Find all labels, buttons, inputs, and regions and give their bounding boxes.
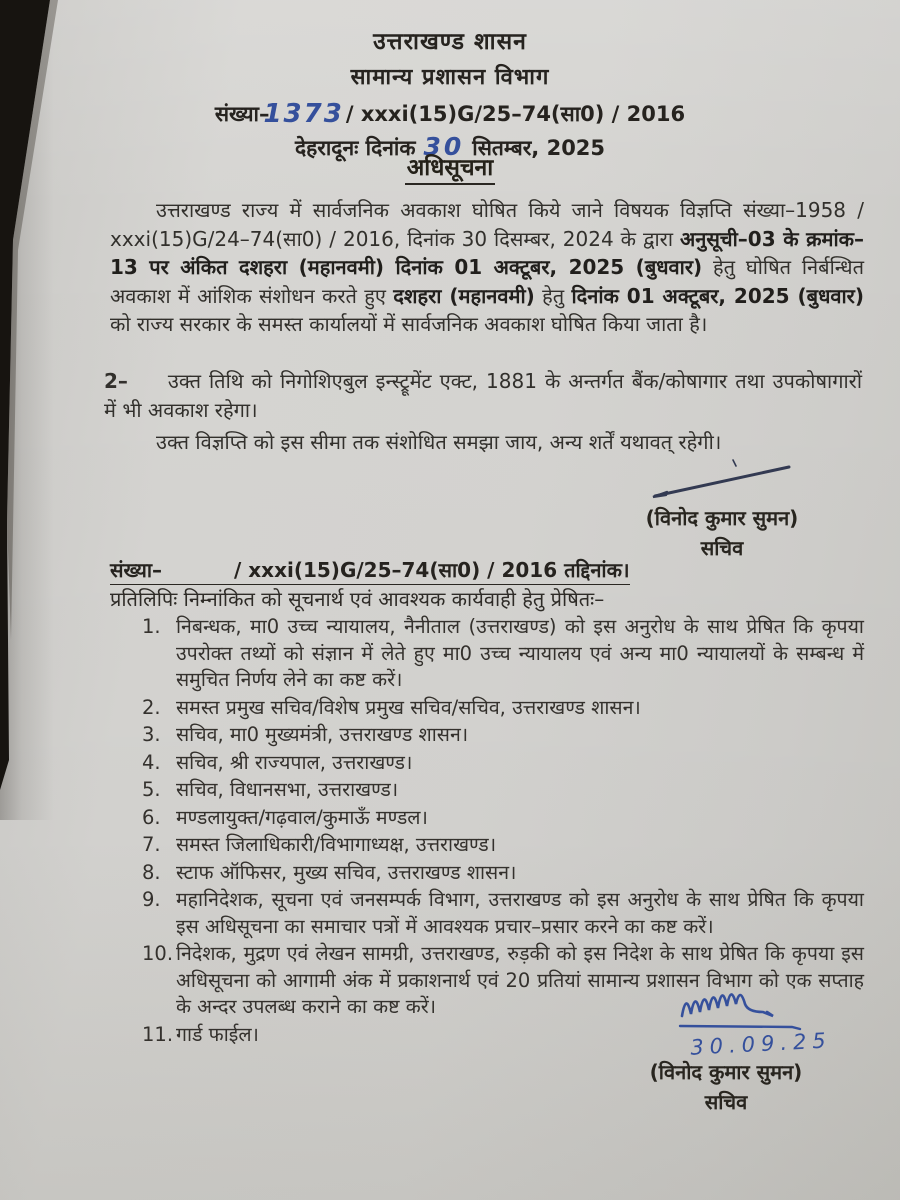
- list-item-text: सचिव, श्री राज्यपाल, उत्तराखण्ड।: [176, 750, 413, 774]
- list-item: [142, 614, 864, 694]
- handwritten-date-day: 30: [423, 132, 465, 161]
- copy-number-rest: / xxxi(15)G/25–74(सा0) / 2016 तद्दिनांक।: [234, 558, 630, 582]
- letter-number-rest: / xxxi(15)G/25–74(सा0) / 2016: [345, 102, 686, 126]
- list-item-number: 6.: [142, 805, 161, 829]
- letterhead: [0, 24, 900, 162]
- paragraph-2: [104, 367, 862, 424]
- notification-title-row: [0, 150, 900, 182]
- signature-block-bottom: [606, 986, 846, 1115]
- signatory-name: (विनोद कुमार सुमन): [645, 506, 799, 530]
- list-item-text: सचिव, विधानसभा, उत्तराखण्ड।: [176, 778, 399, 801]
- handwritten-letter-number: 1373: [263, 99, 344, 129]
- para1-text: को राज्य सरकार के समस्त कार्यालयों में सार्वजनिक अवकाश घोषित किया जाता है।: [110, 312, 708, 336]
- copy-number-line: [110, 556, 630, 585]
- notification-title: अधिसूचना: [405, 155, 496, 185]
- list-item-text: समस्त जिलाधिकारी/विभागाध्यक्ष, उत्तराखण्ड।: [176, 833, 497, 856]
- list-item-number: 10.: [142, 942, 174, 965]
- list-item: [142, 832, 864, 859]
- list-item-number: 9.: [142, 888, 161, 911]
- list-item-text: स्टाफ ऑफिसर, मुख्य सचिव, उत्तराखण्ड शासन।: [176, 860, 517, 884]
- list-item: [142, 722, 864, 749]
- paragraph-2-text: उक्त तिथि को निगोशिएबुल इन्स्ट्रूमेंट एक्ट, 1881 के अन्तर्गत बैंक/कोषागार तथा उपकोषागारों में भी अवकाश रहेगा।: [104, 369, 862, 422]
- letter-number-line: [0, 98, 900, 128]
- department-name: सामान्य प्रशासन विभाग: [350, 65, 550, 90]
- copy-to-line: प्रतिलिपिः निम्नांकित को सूचनार्थ एवं आवश्यक कार्यवाही हेतु प्रेषितः–: [110, 587, 605, 611]
- place-date-prefix: देहरादूनः दिनांक: [294, 136, 416, 160]
- signature-scribble-icon: [676, 986, 806, 1032]
- list-item-number: 5.: [142, 778, 161, 801]
- list-item-text: मण्डलायुक्त/गढ़वाल/कुमाऊँ मण्डल।: [176, 805, 428, 829]
- paragraph-1: [110, 196, 864, 339]
- copy-number-prefix: संख्या–: [110, 558, 162, 582]
- signatory-title: सचिव: [700, 536, 744, 560]
- signatory-name: (विनोद कुमार सुमन): [649, 1060, 803, 1084]
- list-item: [142, 860, 864, 887]
- government-name: उत्तराखण्ड शासन: [373, 29, 527, 55]
- para1-text: हेतु घोषित निर्बन्धित अवकाश में आंशिक संशोधन करते हुए: [110, 255, 865, 308]
- list-item-number: 8.: [142, 860, 161, 884]
- list-item: [142, 695, 864, 722]
- place-date-suffix: सितम्बर, 2025: [472, 136, 606, 160]
- signature-stroke-icon: [637, 458, 807, 502]
- list-item: [142, 777, 864, 804]
- letter-number-prefix: संख्या–: [214, 102, 270, 126]
- list-item: [142, 805, 864, 832]
- para1-bold-date: दिनांक 01 अक्टूबर, 2025 (बुधवार): [571, 283, 864, 308]
- list-item-text: निबन्धक, मा0 उच्च न्यायालय, नैनीताल (उत्तराखण्ड) को इस अनुरोध के साथ प्रेषित कि कृपया उपरोक्त तथ्यों को संज्ञान में लेते हुए मा0 उच्च न्यायालय एवं अन्य मा0 न्यायालयों के सम्बन्ध में समुचित निर्णय लेने का कष्ट करें।: [176, 615, 864, 691]
- list-item-text: महानिदेशक, सूचना एवं जनसम्पर्क विभाग, उत्तराखण्ड को इस अनुरोध के साथ प्रेषित कि कृपया इस अधिसूचना का समाचार पत्रों में आवश्यक प्रचार–प्रसार करने का कष्ट करें।: [176, 888, 864, 938]
- list-item-number: 2.: [142, 695, 161, 719]
- signature-block-top: [612, 458, 832, 561]
- list-item-number: 11.: [142, 1022, 174, 1046]
- list-item: [142, 887, 864, 940]
- para1-bold-dussehra: दशहरा (महानवमी): [393, 283, 535, 308]
- list-item-text: निदेशक, मुद्रण एवं लेखन सामग्री, उत्तराखण्ड, रुड़की को इस निदेश के साथ प्रेषित कि कृपया इस अधिसूचना को आगामी अंक में प्रकाशनार्थ एवं 20 प्रतियां सामान्य प्रशासन विभाग को एक सप्ताह के अन्दर उपलब्ध कराने का कष्ट करें।: [176, 942, 864, 1018]
- list-item-text: समस्त प्रमुख सचिव/विशेष प्रमुख सचिव/सचिव, उत्तराखण्ड शासन।: [176, 695, 641, 719]
- signatory-title: सचिव: [704, 1090, 748, 1114]
- para1-text: हेतु: [534, 283, 572, 308]
- paragraph-2-number: 2–: [104, 369, 128, 393]
- handwritten-sign-date: 30.09.25: [689, 1028, 833, 1060]
- list-item-number: 1.: [142, 615, 161, 638]
- list-item-number: 3.: [142, 723, 161, 746]
- list-item-number: 4.: [142, 750, 161, 774]
- distribution-list: [142, 614, 864, 1049]
- list-item-text: गार्ड फाईल।: [176, 1022, 259, 1046]
- list-item-number: 7.: [142, 833, 161, 856]
- para1-bold-holiday: अनुसूची–03 के क्रमांक–13 पर अंकित दशहरा (महानवमी) दिनांक 01 अक्टूबर, 2025 (बुधवार): [110, 226, 864, 279]
- list-item-text: सचिव, मा0 मुख्यमंत्री, उत्तराखण्ड शासन।: [176, 723, 469, 746]
- list-item: [142, 750, 864, 777]
- para1-text: उत्तराखण्ड राज्य में सार्वजनिक अवकाश घोषित किये जाने विषयक विज्ञप्ति संख्या–1958 / xxxi(15)G/24–74(सा0) / 2016, दिनांक 30 दिसम्बर, 2024 के द्वारा: [110, 198, 864, 251]
- paragraph-3: उक्त विज्ञप्ति को इस सीमा तक संशोधित समझा जाय, अन्य शर्तें यथावत् रहेगी।: [156, 430, 722, 454]
